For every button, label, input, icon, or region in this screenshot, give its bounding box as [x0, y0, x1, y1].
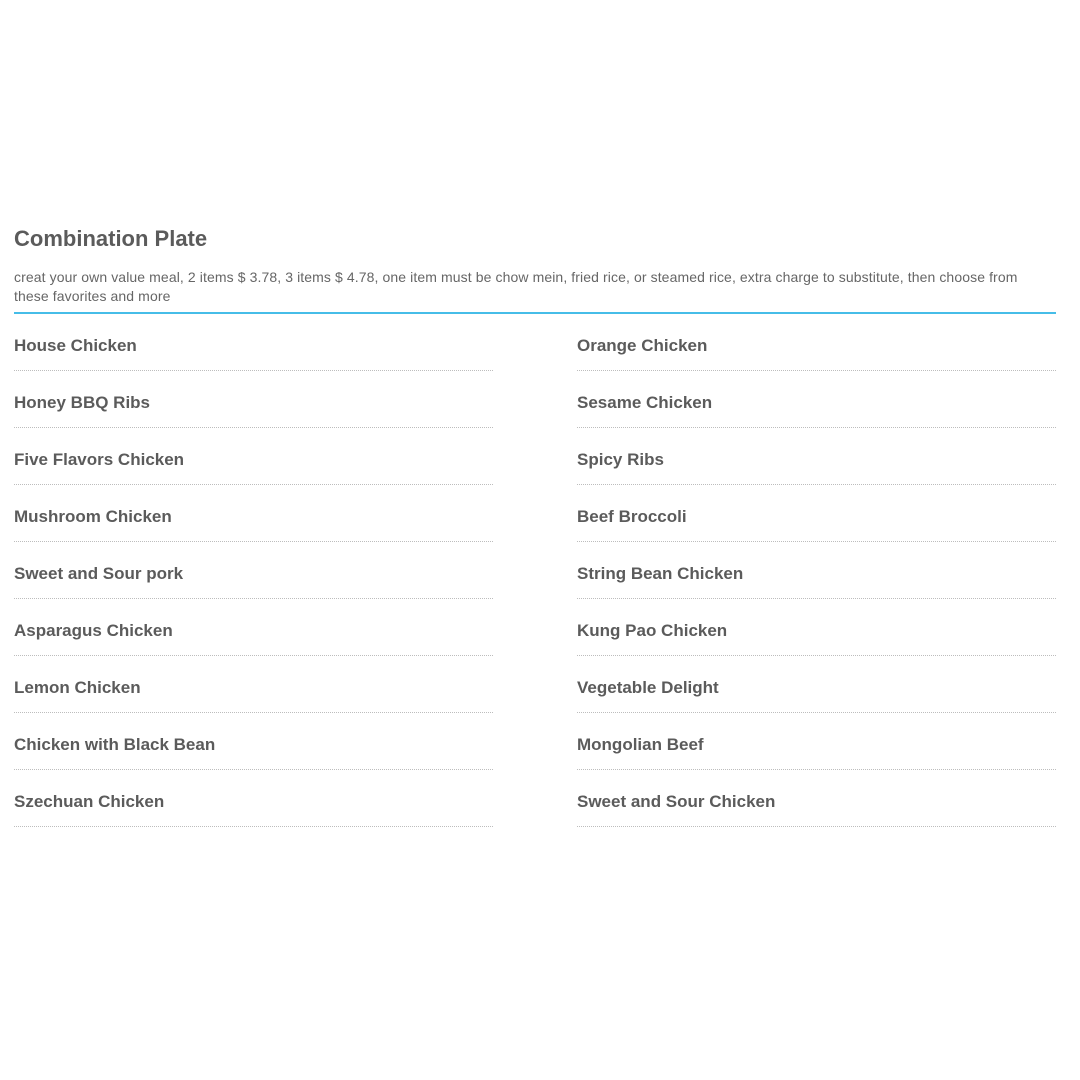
- menu-item-five-flavors-chicken[interactable]: [14, 428, 493, 485]
- menu-item-name: Mongolian Beef: [577, 735, 704, 754]
- menu-item-name: Spicy Ribs: [577, 450, 664, 469]
- menu-item-string-bean-chicken[interactable]: [577, 542, 1056, 599]
- menu-item-mongolian-beef[interactable]: [577, 713, 1056, 770]
- menu-item-name: Honey BBQ Ribs: [14, 393, 151, 412]
- menu-item-name: Mushroom Chicken: [14, 507, 172, 526]
- menu-item-sweet-and-sour-chicken[interactable]: [577, 770, 1056, 827]
- menu-item-name: Vegetable Delight: [577, 678, 719, 697]
- menu-item-name: House Chicken: [14, 336, 137, 355]
- menu-item-sesame-chicken[interactable]: [577, 371, 1056, 428]
- section-title: Combination Plate: [14, 226, 208, 251]
- menu-item-sweet-and-sour-pork[interactable]: [14, 542, 493, 599]
- menu-item-honey-bbq-ribs[interactable]: [14, 371, 493, 428]
- menu-item-name: String Bean Chicken: [577, 564, 744, 583]
- combination-plate-section: [14, 224, 1056, 827]
- menu-item-orange-chicken[interactable]: [577, 314, 1056, 371]
- menu-item-name: Lemon Chicken: [14, 678, 141, 697]
- menu-item-name: Beef Broccoli: [577, 507, 687, 526]
- menu-item-szechuan-chicken[interactable]: [14, 770, 493, 827]
- menu-item-spicy-ribs[interactable]: [577, 428, 1056, 485]
- menu-item-chicken-with-black-bean[interactable]: [14, 713, 493, 770]
- menu-item-name: Szechuan Chicken: [14, 792, 165, 811]
- menu-item-name: Asparagus Chicken: [14, 621, 173, 640]
- menu-item-list: [14, 314, 1056, 827]
- menu-item-name: Sweet and Sour Chicken: [577, 792, 776, 811]
- menu-item-name: Chicken with Black Bean: [14, 735, 216, 754]
- menu-item-beef-broccoli[interactable]: [577, 485, 1056, 542]
- section-description: creat your own value meal, 2 items $ 3.78, 3 items $ 4.78, one item must be chow mein, fried rice, or steamed rice, extra charge to substitute, then choose from these favorites and more: [14, 268, 1056, 314]
- menu-item-name: Sweet and Sour pork: [14, 564, 184, 583]
- menu-item-vegetable-delight[interactable]: [577, 656, 1056, 713]
- menu-item-name: Orange Chicken: [577, 336, 708, 355]
- menu-item-name: Kung Pao Chicken: [577, 621, 728, 640]
- menu-item-house-chicken[interactable]: [14, 314, 493, 371]
- menu-item-asparagus-chicken[interactable]: [14, 599, 493, 656]
- menu-item-kung-pao-chicken[interactable]: [577, 599, 1056, 656]
- menu-item-lemon-chicken[interactable]: [14, 656, 493, 713]
- menu-item-mushroom-chicken[interactable]: [14, 485, 493, 542]
- menu-item-name: Five Flavors Chicken: [14, 450, 185, 469]
- menu-item-name: Sesame Chicken: [577, 393, 713, 412]
